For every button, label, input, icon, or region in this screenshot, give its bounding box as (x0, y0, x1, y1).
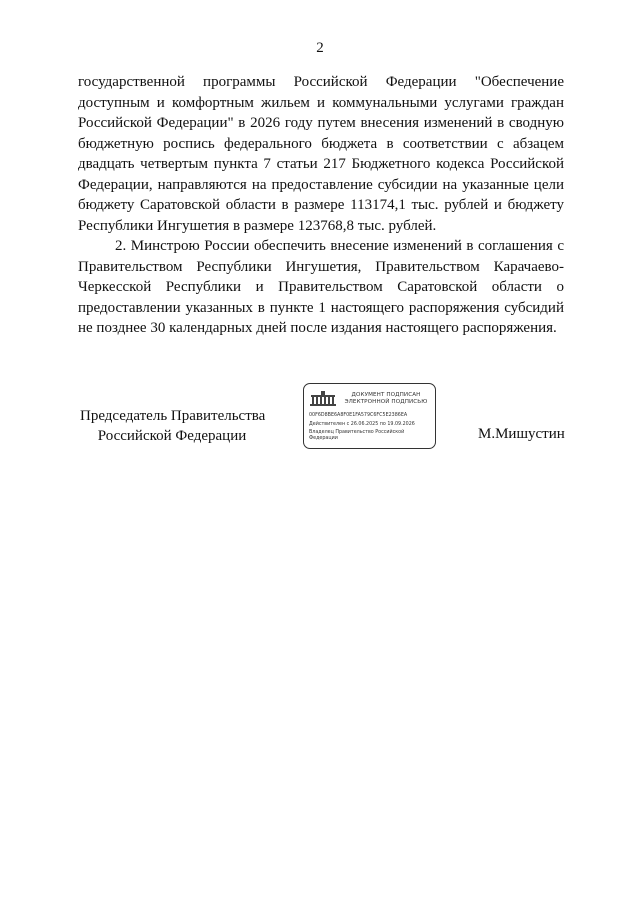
stamp-validity-period: Действителен с 26.06.2025 по 19.09.2026 (309, 422, 415, 427)
paragraph-continuation: государственной программы Российской Федерации "Обеспечение доступным и комфортным жильем и коммунальными услугами граждан Российской Федерации" в 2026 году путем внесения изменений в сводную бюджетную роспись федерального бюджета в соответствии с абзацем двадцать четвертым пункта 7 статьи 217 Бюджетного кодекса Российской Федерации, направляются на предоставление субсидии на указанные цели бюджету Саратовской области в размере 113174,1 тыс. рублей и бюджету Республики Ингушетия в размере 123768,8 тыс. рублей. (78, 74, 564, 234)
page-number: 2 (316, 40, 324, 56)
stamp-owner: Владелец Правительство Российской Федерации (309, 430, 405, 441)
signatory-title (80, 406, 264, 446)
document-body (78, 72, 564, 339)
signatory-title-line-1: Председатель Правительства (80, 408, 266, 424)
stamp-heading (340, 392, 432, 406)
signatory-name: М.Мишустин (478, 426, 565, 442)
stamp-heading-line-2: ЭЛЕКТРОННОЙ ПОДПИСЬЮ (344, 399, 428, 405)
government-building-icon (309, 390, 337, 408)
paragraph-item-2: 2. Минстрою России обеспечить внесение изменений в соглашения с Правительством Республики Ингушетия, Правительством Карачаево-Черкесской Республики и Правительством Саратовской области о предоставлении указанных в пункте 1 настоящего распоряжения субсидий не позднее 30 календарных дней после издания настоящего распоряжения. (78, 238, 564, 336)
stamp-heading-line-1: ДОКУМЕНТ ПОДПИСАН (351, 392, 421, 398)
stamp-certificate-number: 00F6D8BE6A8F0E1FA579C6FC5E2386EA (309, 413, 408, 418)
electronic-signature-stamp (303, 383, 436, 449)
signatory-title-line-2: Российской Федерации (97, 428, 247, 444)
